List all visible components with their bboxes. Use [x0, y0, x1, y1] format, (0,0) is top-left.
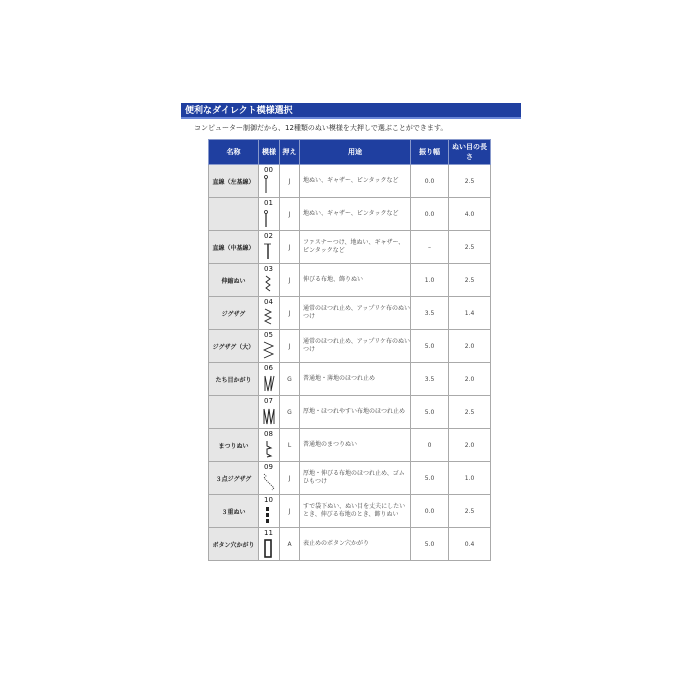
- pattern-cell: [259, 165, 280, 198]
- stitch-table: [208, 139, 491, 561]
- use-cell: 厚地・ほつれやすい布地のほつれ止め: [300, 396, 411, 429]
- pattern-number: 06: [264, 364, 273, 372]
- use-cell: すで袋下ぬい、ぬい目を丈夫にしたいとき、伸びる布地のとき、飾りぬい: [300, 495, 411, 528]
- foot-cell: J: [280, 330, 300, 363]
- length-cell: 2.0: [449, 330, 491, 363]
- stitch-name: ３点ジグザグ: [209, 462, 259, 495]
- header-pattern: 模様: [259, 140, 280, 165]
- length-cell: 2.5: [449, 231, 491, 264]
- length-cell: 2.5: [449, 495, 491, 528]
- zigzag-icon: [263, 307, 275, 327]
- length-cell: 1.0: [449, 462, 491, 495]
- foot-cell: J: [280, 264, 300, 297]
- pattern-number: 11: [264, 529, 273, 537]
- header-name: 名称: [209, 140, 259, 165]
- pattern-cell: [259, 429, 280, 462]
- length-cell: 2.5: [449, 396, 491, 429]
- length-cell: 4.0: [449, 198, 491, 231]
- three-step-zigzag-icon: [263, 472, 275, 492]
- stitch-name: 直線（中基線）: [209, 231, 259, 264]
- pattern-cell: [259, 198, 280, 231]
- use-cell: 普通地・薄地のほつれ止め: [300, 363, 411, 396]
- length-cell: 0.4: [449, 528, 491, 561]
- table-row: [209, 165, 491, 198]
- table-row: [209, 396, 491, 429]
- zigzag-large-icon: [263, 340, 275, 360]
- pattern-number: 05: [264, 331, 273, 339]
- length-cell: 2.5: [449, 264, 491, 297]
- pattern-cell: [259, 264, 280, 297]
- header-use: 用途: [300, 140, 411, 165]
- stitch-name: ボタン穴かがり: [209, 528, 259, 561]
- width-cell: 0.0: [411, 495, 449, 528]
- table-row: [209, 528, 491, 561]
- use-cell: 地ぬい、ギャザー、ピンタックなど: [300, 198, 411, 231]
- pattern-number: 07: [264, 397, 273, 405]
- foot-cell: A: [280, 528, 300, 561]
- table-row: [209, 363, 491, 396]
- overcast-wide-icon: [263, 406, 275, 426]
- use-cell: 通常のほつれ止め、アップリケ布のぬいつけ: [300, 330, 411, 363]
- pattern-cell: [259, 363, 280, 396]
- table-row: [209, 495, 491, 528]
- header-length: ぬい目の長さ: [449, 140, 491, 165]
- pattern-cell: [259, 231, 280, 264]
- width-cell: 0.0: [411, 198, 449, 231]
- pattern-cell: [259, 495, 280, 528]
- pattern-cell: [259, 330, 280, 363]
- stitch-name: [209, 198, 259, 231]
- table-row: [209, 264, 491, 297]
- pattern-number: 09: [264, 463, 273, 471]
- stitch-name: ３重ぬい: [209, 495, 259, 528]
- overcast-icon: [263, 373, 275, 393]
- header-width: 振り幅: [411, 140, 449, 165]
- stitch-name: [209, 396, 259, 429]
- pattern-cell: [259, 396, 280, 429]
- use-cell: ファスナーつけ、地ぬい、ギャザー、ピンタックなど: [300, 231, 411, 264]
- pattern-number: 08: [264, 430, 273, 438]
- section-subtitle: コンピューター制御だから、12種類のぬい模様を大押しで選ぶことができます。: [194, 124, 448, 132]
- pattern-number: 03: [264, 265, 273, 273]
- length-cell: 2.0: [449, 429, 491, 462]
- pattern-number: 04: [264, 298, 273, 306]
- foot-cell: J: [280, 462, 300, 495]
- width-cell: 3.5: [411, 363, 449, 396]
- blind-hem-icon: [263, 439, 275, 459]
- stitch-name: ジグザグ: [209, 297, 259, 330]
- pattern-number: 00: [264, 166, 273, 174]
- use-cell: 厚地・伸びる布地のほつれ止め、ゴムひもつけ: [300, 462, 411, 495]
- length-cell: 2.0: [449, 363, 491, 396]
- width-cell: –: [411, 231, 449, 264]
- width-cell: 5.0: [411, 462, 449, 495]
- width-cell: 5.0: [411, 528, 449, 561]
- foot-cell: G: [280, 363, 300, 396]
- stitch-name: たち目かがり: [209, 363, 259, 396]
- use-cell: 普通地のまつりぬい: [300, 429, 411, 462]
- table-row: [209, 231, 491, 264]
- foot-cell: J: [280, 165, 300, 198]
- use-cell: 伸びる布地、飾りぬい: [300, 264, 411, 297]
- table-header-row: [209, 140, 491, 165]
- stretch-stitch-icon: [263, 274, 275, 294]
- pattern-cell: [259, 297, 280, 330]
- section-title: 便利なダイレクト模様選択: [181, 103, 521, 119]
- stitch-name: ジグザグ（大）: [209, 330, 259, 363]
- header-foot: 押え: [280, 140, 300, 165]
- straight-left-icon: [263, 175, 275, 195]
- foot-cell: J: [280, 198, 300, 231]
- stitch-name: 伸縮ぬい: [209, 264, 259, 297]
- width-cell: 0: [411, 429, 449, 462]
- width-cell: 0.0: [411, 165, 449, 198]
- use-cell: 地ぬい、ギャザー、ピンタックなど: [300, 165, 411, 198]
- foot-cell: L: [280, 429, 300, 462]
- foot-cell: J: [280, 495, 300, 528]
- use-cell: 通常のほつれ止め、アップリケ布のぬいつけ: [300, 297, 411, 330]
- pattern-number: 01: [264, 199, 273, 207]
- foot-cell: G: [280, 396, 300, 429]
- length-cell: 1.4: [449, 297, 491, 330]
- stitch-name: まつりぬい: [209, 429, 259, 462]
- buttonhole-icon: [263, 538, 275, 558]
- length-cell: 2.5: [449, 165, 491, 198]
- straight-left-long-icon: [263, 208, 275, 228]
- pattern-number: 10: [264, 496, 273, 504]
- use-cell: 表止めのボタン穴かがり: [300, 528, 411, 561]
- pattern-number: 02: [264, 232, 273, 240]
- foot-cell: J: [280, 231, 300, 264]
- table-row: [209, 297, 491, 330]
- pattern-cell: [259, 528, 280, 561]
- width-cell: 1.0: [411, 264, 449, 297]
- straight-center-icon: [263, 241, 275, 261]
- table-row: [209, 330, 491, 363]
- pattern-cell: [259, 462, 280, 495]
- foot-cell: J: [280, 297, 300, 330]
- width-cell: 5.0: [411, 330, 449, 363]
- stitch-name: 直線（左基線）: [209, 165, 259, 198]
- table-row: [209, 198, 491, 231]
- width-cell: 3.5: [411, 297, 449, 330]
- table-row: [209, 462, 491, 495]
- triple-stitch-icon: [263, 505, 275, 525]
- table-row: [209, 429, 491, 462]
- width-cell: 5.0: [411, 396, 449, 429]
